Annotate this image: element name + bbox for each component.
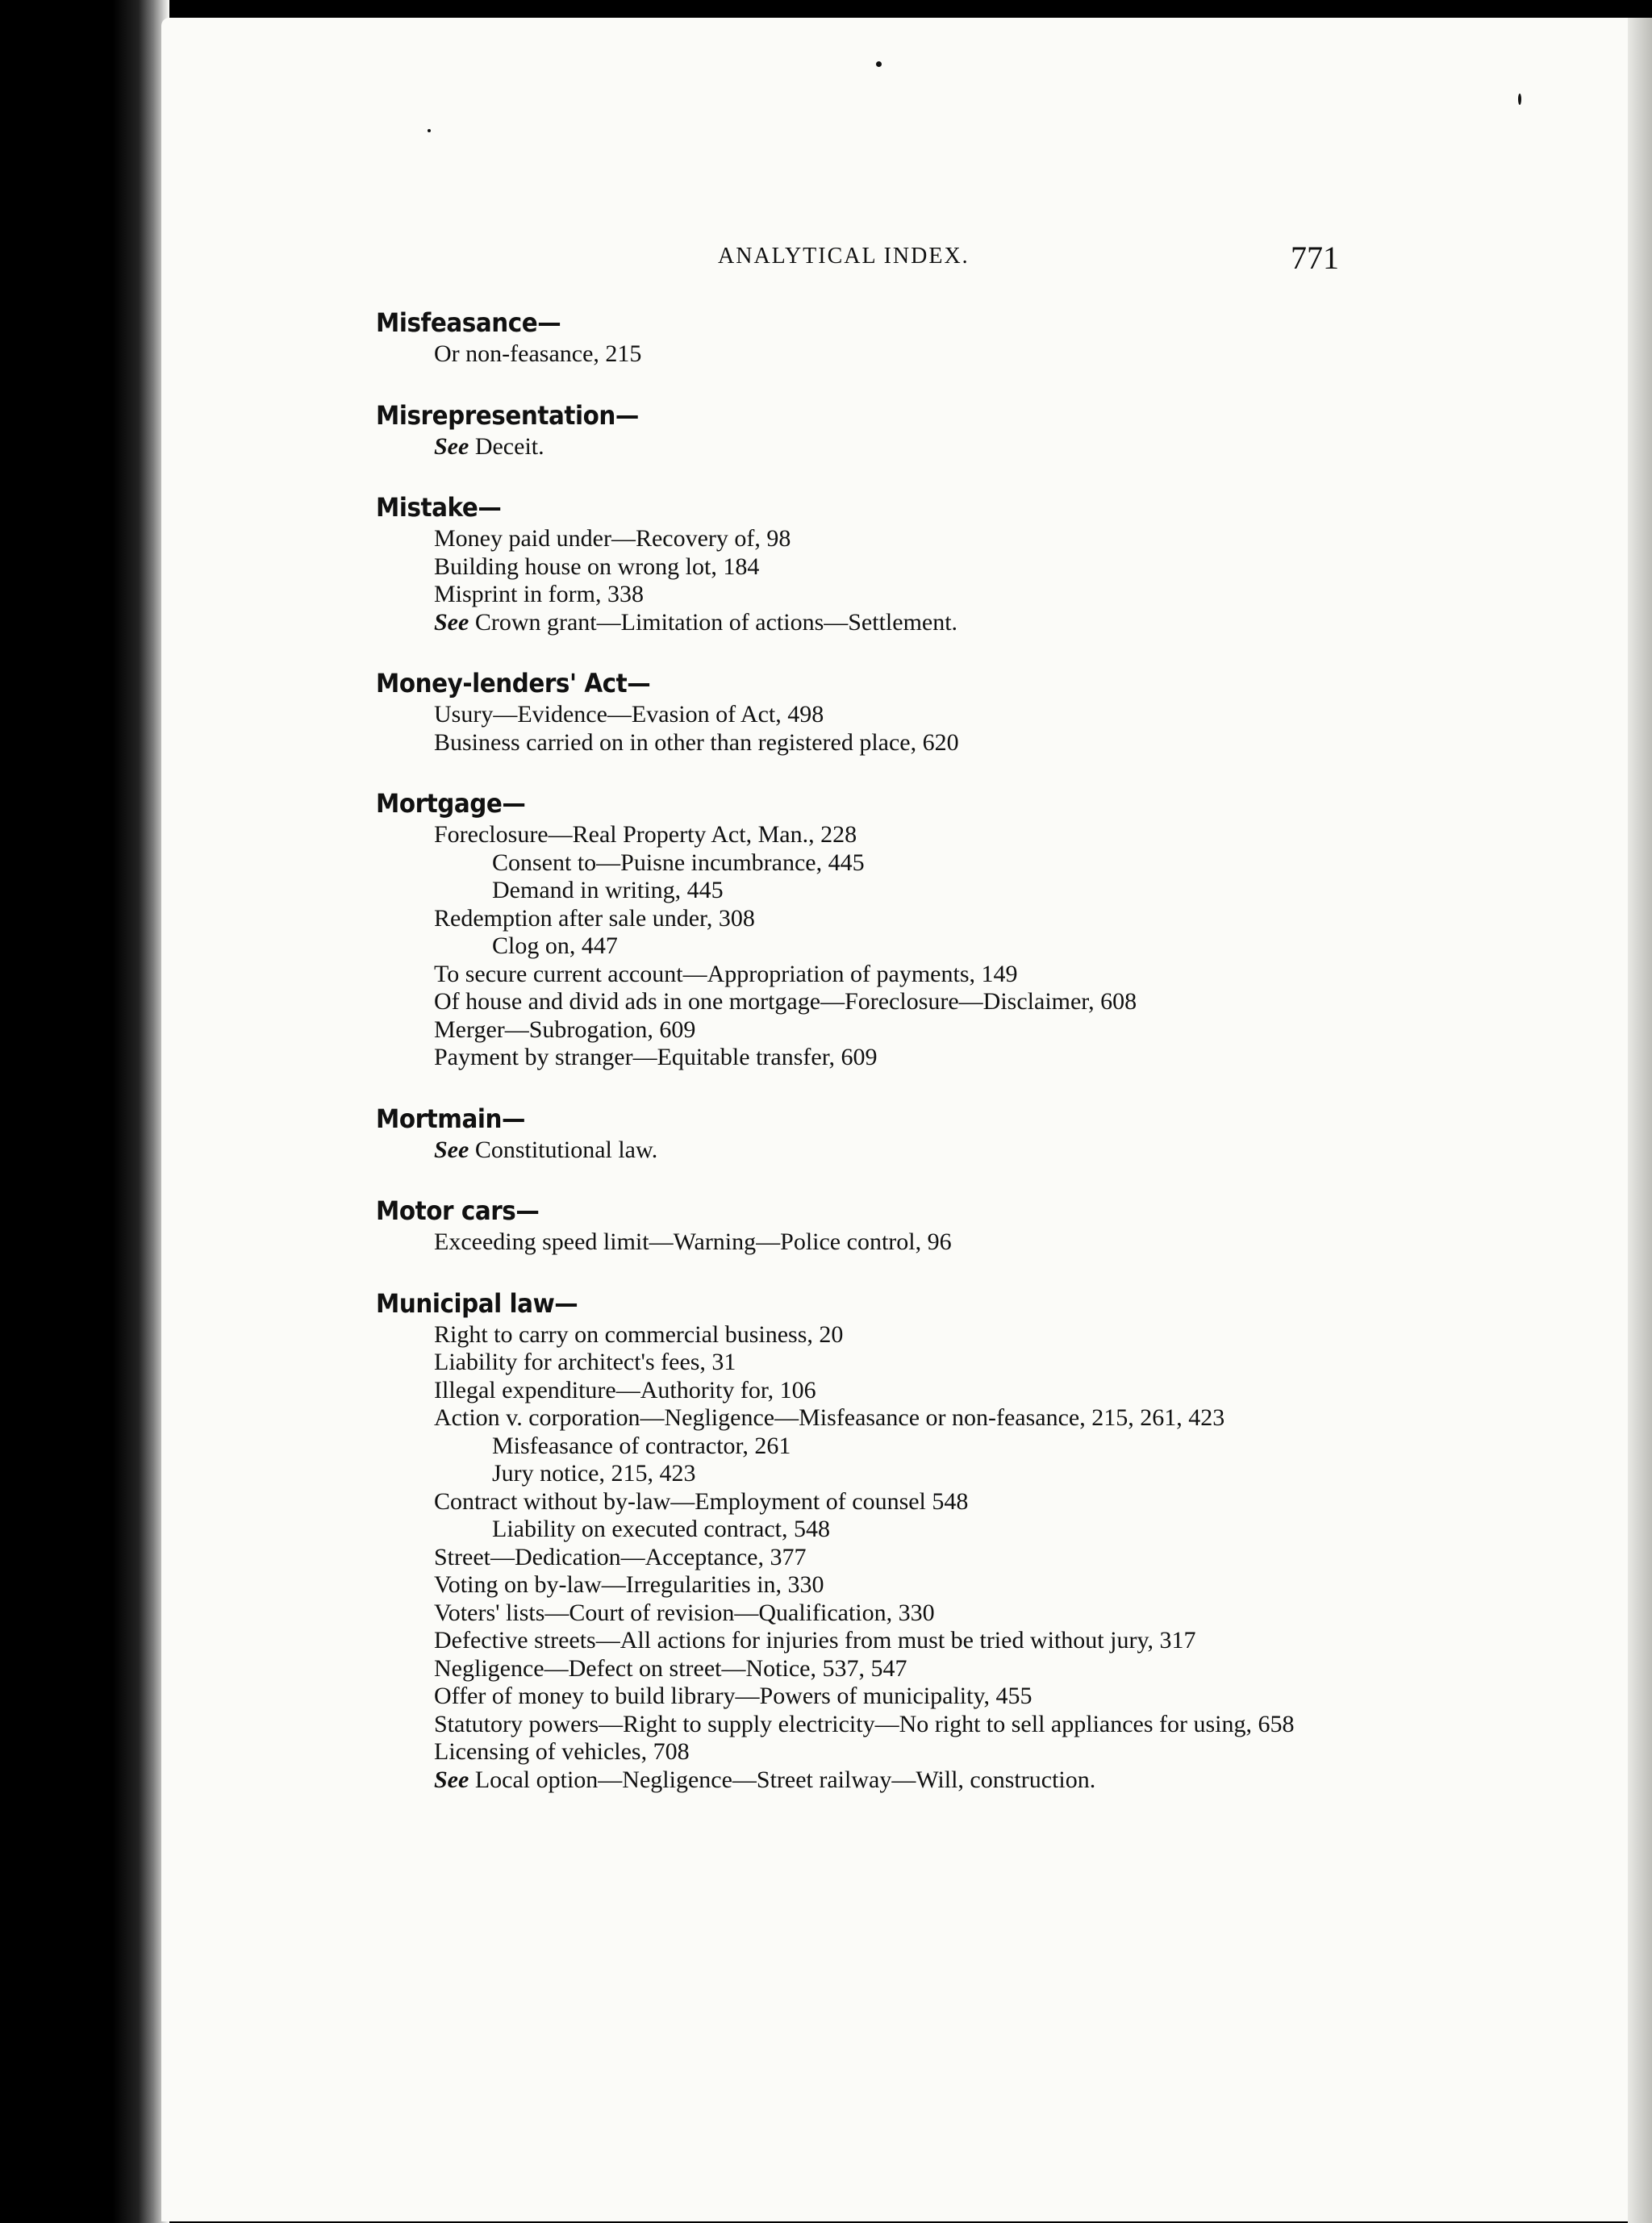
entry-line: Liability for architect's fees, 31 bbox=[434, 1349, 736, 1375]
ink-speck bbox=[1518, 94, 1521, 105]
ink-speck bbox=[428, 129, 431, 132]
entry-line: Merger—Subrogation, 609 bbox=[434, 1016, 696, 1043]
cross-reference: Crown grant—Limitation of actions—Settlement. bbox=[474, 608, 958, 636]
index-entry-misrepresentation bbox=[376, 398, 1344, 461]
entry-line: Contract without by-law—Employment of counsel 548 bbox=[434, 1487, 969, 1515]
see-label: See bbox=[434, 608, 469, 636]
index-entry-motor-cars bbox=[376, 1193, 1344, 1257]
entry-heading: Municipal law— bbox=[376, 1287, 578, 1319]
see-label: See bbox=[434, 432, 469, 460]
entry-heading: Mistake— bbox=[376, 492, 502, 523]
index-entry-misfeasance bbox=[376, 305, 1344, 369]
entry-line: Or non-feasance, 215 bbox=[434, 340, 642, 367]
index-entry-mortgage bbox=[376, 786, 1344, 1072]
entry-line: Voters' lists—Court of revision—Qualification, 330 bbox=[434, 1599, 935, 1626]
entry-line: Usury—Evidence—Evasion of Act, 498 bbox=[434, 701, 824, 728]
entry-line: Licensing of vehicles, 708 bbox=[434, 1738, 690, 1765]
entry-line bbox=[376, 609, 1344, 637]
entry-heading: Misrepresentation— bbox=[376, 399, 639, 431]
index-entry-mortmain bbox=[376, 1101, 1344, 1165]
entry-subline: Demand in writing, 445 bbox=[492, 877, 724, 903]
entry-subline: Consent to—Puisne incumbrance, 445 bbox=[492, 849, 865, 876]
entry-subline: Clog on, 447 bbox=[492, 932, 618, 959]
index-entry-municipal-law bbox=[376, 1286, 1344, 1795]
entry-line bbox=[376, 1766, 1344, 1795]
entry-line: To secure current account—Appropriation of payments, 149 bbox=[434, 960, 1018, 987]
see-label: See bbox=[434, 1766, 469, 1793]
entry-line bbox=[376, 1137, 1344, 1165]
entry-subline: Jury notice, 215, 423 bbox=[492, 1460, 696, 1487]
running-title: ANALYTICAL INDEX. bbox=[718, 244, 970, 269]
entry-line: Action v. corporation—Negligence—Misfeasance or non-feasance, 215, 261, 423 bbox=[434, 1404, 1225, 1431]
entry-line: Right to carry on commercial business, 20 bbox=[434, 1320, 844, 1348]
entry-line: Offer of money to build library—Powers of municipality, 455 bbox=[434, 1683, 1032, 1709]
cross-reference: Local option—Negligence—Street railway—Will, construction. bbox=[474, 1766, 1096, 1793]
entry-subline: Misfeasance of contractor, 261 bbox=[492, 1432, 791, 1459]
page-right-edge bbox=[1628, 18, 1652, 2223]
entry-line: Misprint in form, 338 bbox=[434, 581, 644, 607]
entry-line: Building house on wrong lot, 184 bbox=[434, 553, 760, 580]
index-entry-mistake bbox=[376, 490, 1344, 636]
entry-line: Payment by stranger—Equitable transfer, 609 bbox=[434, 1044, 878, 1070]
entry-line: Negligence—Defect on street—Notice, 537, 547 bbox=[434, 1654, 907, 1682]
entry-heading: Mortgage— bbox=[376, 788, 526, 819]
page-number: 771 bbox=[1291, 240, 1339, 276]
running-header bbox=[718, 239, 1347, 279]
index-column bbox=[376, 305, 1344, 1823]
entry-line: Voting on by-law—Irregularities in, 330 bbox=[434, 1571, 824, 1598]
cross-reference: Deceit. bbox=[474, 432, 544, 460]
entry-heading: Mortmain— bbox=[376, 1103, 526, 1134]
entry-line: Foreclosure—Real Property Act, Man., 228 bbox=[434, 821, 857, 848]
entry-heading: Money-lenders' Act— bbox=[376, 668, 651, 699]
see-label: See bbox=[434, 1136, 469, 1163]
cross-reference: Constitutional law. bbox=[474, 1136, 658, 1163]
entry-line bbox=[376, 433, 1344, 461]
entry-line: Redemption after sale under, 308 bbox=[434, 904, 755, 932]
entry-line: Business carried on in other than registered place, 620 bbox=[434, 728, 959, 756]
entry-line: Exceeding speed limit—Warning—Police control, 96 bbox=[434, 1228, 952, 1255]
entry-heading: Misfeasance— bbox=[376, 307, 561, 338]
entry-line: Of house and divid ads in one mortgage—Foreclosure—Disclaimer, 608 bbox=[434, 988, 1137, 1015]
entry-line: Illegal expenditure—Authority for, 106 bbox=[434, 1376, 816, 1403]
index-entry-money-lenders-act bbox=[376, 665, 1344, 757]
ink-speck bbox=[876, 61, 882, 67]
entry-line: Defective streets—All actions for injuries from must be tried without jury, 317 bbox=[434, 1627, 1196, 1654]
entry-line: Money paid under—Recovery of, 98 bbox=[434, 525, 791, 552]
entry-line: Street—Dedication—Acceptance, 377 bbox=[434, 1543, 807, 1570]
entry-subline: Liability on executed contract, 548 bbox=[492, 1516, 831, 1542]
entry-heading: Motor cars— bbox=[376, 1195, 540, 1226]
entry-line: Statutory powers—Right to supply electricity—No right to sell appliances for using, 658 bbox=[434, 1710, 1295, 1737]
